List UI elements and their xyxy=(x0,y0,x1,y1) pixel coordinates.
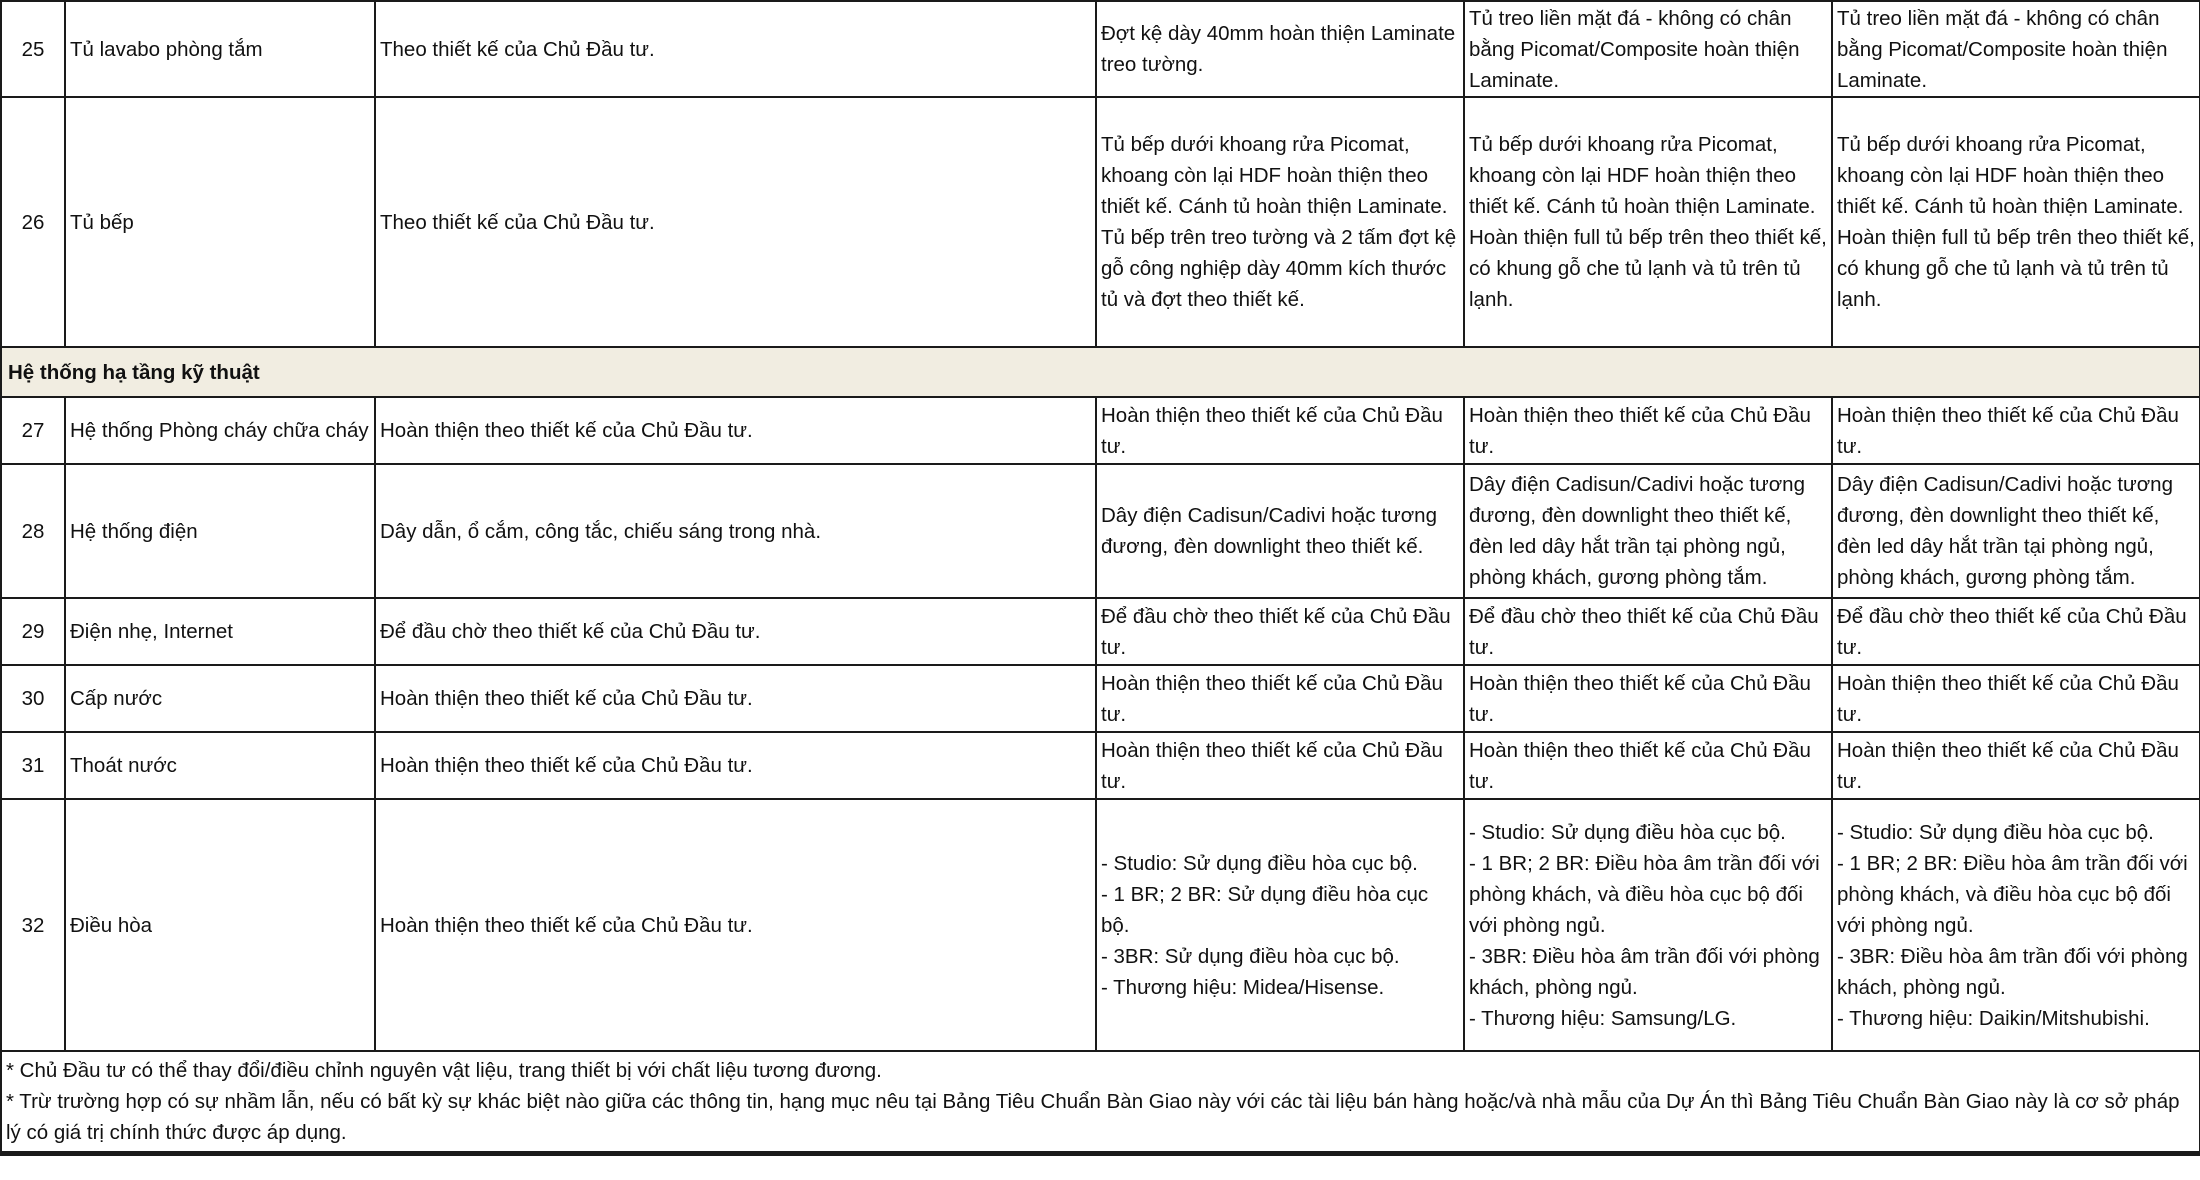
package-b-cell: Tủ treo liền mặt đá - không có chân bằng Picomat/Composite hoàn thiện Laminate. xyxy=(1464,1,1832,97)
item-name: Cấp nước xyxy=(65,665,375,732)
package-b-cell: Hoàn thiện theo thiết kế của Chủ Đầu tư. xyxy=(1464,397,1832,464)
package-a-cell: Hoàn thiện theo thiết kế của Chủ Đầu tư. xyxy=(1096,665,1464,732)
cell-line: - 3BR: Điều hòa âm trần đối với phòng khách, phòng ngủ. xyxy=(1837,944,2188,999)
table-row xyxy=(1,799,2200,1051)
row-number: 26 xyxy=(1,97,65,347)
package-c-cell: Tủ bếp dưới khoang rửa Picomat, khoang còn lại HDF hoàn thiện theo thiết kế. Cánh tủ hoàn thiện Laminate. Hoàn thiện full tủ bếp trên theo thiết kế, có khung gỗ che tủ lạnh và tủ trên tủ lạnh. xyxy=(1832,97,2200,347)
notes-cell xyxy=(1,1051,2200,1153)
package-c-cell: Dây điện Cadisun/Cadivi hoặc tương đương, đèn downlight theo thiết kế, đèn led dây hắt trần tại phòng ngủ, phòng khách, gương phòng tắm. xyxy=(1832,464,2200,598)
standard-cell: Hoàn thiện theo thiết kế của Chủ Đầu tư. xyxy=(375,732,1096,799)
cell-line: - 1 BR; 2 BR: Điều hòa âm trần đối với phòng khách, và điều hòa cục bộ đối với phòng ngủ. xyxy=(1469,851,1820,937)
cell-line: - Thương hiệu: Midea/Hisense. xyxy=(1101,975,1385,999)
footnote: * Chủ Đầu tư có thể thay đổi/điều chỉnh nguyên vật liệu, trang thiết bị với chất liệu tương đương. xyxy=(6,1058,882,1082)
standard-cell: Dây dẫn, ổ cắm, công tắc, chiếu sáng trong nhà. xyxy=(375,464,1096,598)
notes-row xyxy=(1,1051,2200,1153)
cell-line: - 3BR: Sử dụng điều hòa cục bộ. xyxy=(1101,944,1400,968)
standard-cell: Hoàn thiện theo thiết kế của Chủ Đầu tư. xyxy=(375,665,1096,732)
package-a-cell: Hoàn thiện theo thiết kế của Chủ Đầu tư. xyxy=(1096,732,1464,799)
package-a-cell: Để đầu chờ theo thiết kế của Chủ Đầu tư. xyxy=(1096,598,1464,665)
standard-cell: Theo thiết kế của Chủ Đầu tư. xyxy=(375,1,1096,97)
item-name: Thoát nước xyxy=(65,732,375,799)
package-a-cell: Đợt kệ dày 40mm hoàn thiện Laminate treo tường. xyxy=(1096,1,1464,97)
cell-line: - 1 BR; 2 BR: Điều hòa âm trần đối với phòng khách, và điều hòa cục bộ đối với phòng ngủ. xyxy=(1837,851,2188,937)
standard-cell: Hoàn thiện theo thiết kế của Chủ Đầu tư. xyxy=(375,397,1096,464)
table-row xyxy=(1,397,2200,464)
footnote: * Trừ trường hợp có sự nhầm lẫn, nếu có bất kỳ sự khác biệt nào giữa các thông tin, hạng mục nêu tại Bảng Tiêu Chuẩn Bàn Giao này với các tài liệu bán hàng hoặc/và nhà mẫu của Dự Án thì Bảng Tiêu Chuẩn Bàn Giao này là cơ sở pháp lý có giá trị chính thức được áp dụng. xyxy=(6,1089,2180,1144)
item-name: Tủ bếp xyxy=(65,97,375,347)
package-c-cell: Hoàn thiện theo thiết kế của Chủ Đầu tư. xyxy=(1832,665,2200,732)
package-b-cell: Hoàn thiện theo thiết kế của Chủ Đầu tư. xyxy=(1464,732,1832,799)
standard-cell: Theo thiết kế của Chủ Đầu tư. xyxy=(375,97,1096,347)
row-number: 32 xyxy=(1,799,65,1051)
item-name: Hệ thống điện xyxy=(65,464,375,598)
package-a-cell: Hoàn thiện theo thiết kế của Chủ Đầu tư. xyxy=(1096,397,1464,464)
standard-cell: Để đầu chờ theo thiết kế của Chủ Đầu tư. xyxy=(375,598,1096,665)
package-b-cell: Dây điện Cadisun/Cadivi hoặc tương đương, đèn downlight theo thiết kế, đèn led dây hắt trần tại phòng ngủ, phòng khách, gương phòng tắm. xyxy=(1464,464,1832,598)
table-row xyxy=(1,598,2200,665)
table-row xyxy=(1,464,2200,598)
row-number: 29 xyxy=(1,598,65,665)
row-number: 25 xyxy=(1,1,65,97)
row-number: 28 xyxy=(1,464,65,598)
table-row xyxy=(1,1,2200,97)
package-a-cell xyxy=(1096,799,1464,1051)
item-name: Hệ thống Phòng cháy chữa cháy xyxy=(65,397,375,464)
cell-line: - 1 BR; 2 BR: Sử dụng điều hòa cục bộ. xyxy=(1101,882,1429,937)
item-name: Điện nhẹ, Internet xyxy=(65,598,375,665)
package-c-cell: Để đầu chờ theo thiết kế của Chủ Đầu tư. xyxy=(1832,598,2200,665)
package-c-cell: Hoàn thiện theo thiết kế của Chủ Đầu tư. xyxy=(1832,732,2200,799)
cell-line: - Studio: Sử dụng điều hòa cục bộ. xyxy=(1837,820,2154,844)
cell-line: - Thương hiệu: Samsung/LG. xyxy=(1469,1006,1737,1030)
package-b-cell: Tủ bếp dưới khoang rửa Picomat, khoang còn lại HDF hoàn thiện theo thiết kế. Cánh tủ hoàn thiện Laminate. Hoàn thiện full tủ bếp trên theo thiết kế, có khung gỗ che tủ lạnh và tủ trên tủ lạnh. xyxy=(1464,97,1832,347)
package-b-cell: Hoàn thiện theo thiết kế của Chủ Đầu tư. xyxy=(1464,665,1832,732)
package-b-cell xyxy=(1464,799,1832,1051)
package-c-cell xyxy=(1832,799,2200,1051)
package-b-cell: Để đầu chờ theo thiết kế của Chủ Đầu tư. xyxy=(1464,598,1832,665)
row-number: 27 xyxy=(1,397,65,464)
package-c-cell: Tủ treo liền mặt đá - không có chân bằng Picomat/Composite hoàn thiện Laminate. xyxy=(1832,1,2200,97)
package-c-cell: Hoàn thiện theo thiết kế của Chủ Đầu tư. xyxy=(1832,397,2200,464)
section-title: Hệ thống hạ tầng kỹ thuật xyxy=(1,347,2200,397)
section-header-row xyxy=(1,347,2200,397)
package-a-cell: Dây điện Cadisun/Cadivi hoặc tương đương, đèn downlight theo thiết kế. xyxy=(1096,464,1464,598)
package-a-cell: Tủ bếp dưới khoang rửa Picomat, khoang còn lại HDF hoàn thiện theo thiết kế. Cánh tủ hoàn thiện Laminate. Tủ bếp trên treo tường và 2 tấm đợt kệ gỗ công nghiệp dày 40mm kích thước tủ và đợt theo thiết kế. xyxy=(1096,97,1464,347)
row-number: 30 xyxy=(1,665,65,732)
cell-line: - 3BR: Điều hòa âm trần đối với phòng khách, phòng ngủ. xyxy=(1469,944,1820,999)
cell-line: - Studio: Sử dụng điều hòa cục bộ. xyxy=(1469,820,1786,844)
row-number: 31 xyxy=(1,732,65,799)
standard-cell: Hoàn thiện theo thiết kế của Chủ Đầu tư. xyxy=(375,799,1096,1051)
table-row xyxy=(1,665,2200,732)
item-name: Tủ lavabo phòng tắm xyxy=(65,1,375,97)
item-name: Điều hòa xyxy=(65,799,375,1051)
cell-line: - Studio: Sử dụng điều hòa cục bộ. xyxy=(1101,851,1418,875)
cell-line: - Thương hiệu: Daikin/Mitshubishi. xyxy=(1837,1006,2150,1030)
table-row xyxy=(1,732,2200,799)
table-row xyxy=(1,97,2200,347)
